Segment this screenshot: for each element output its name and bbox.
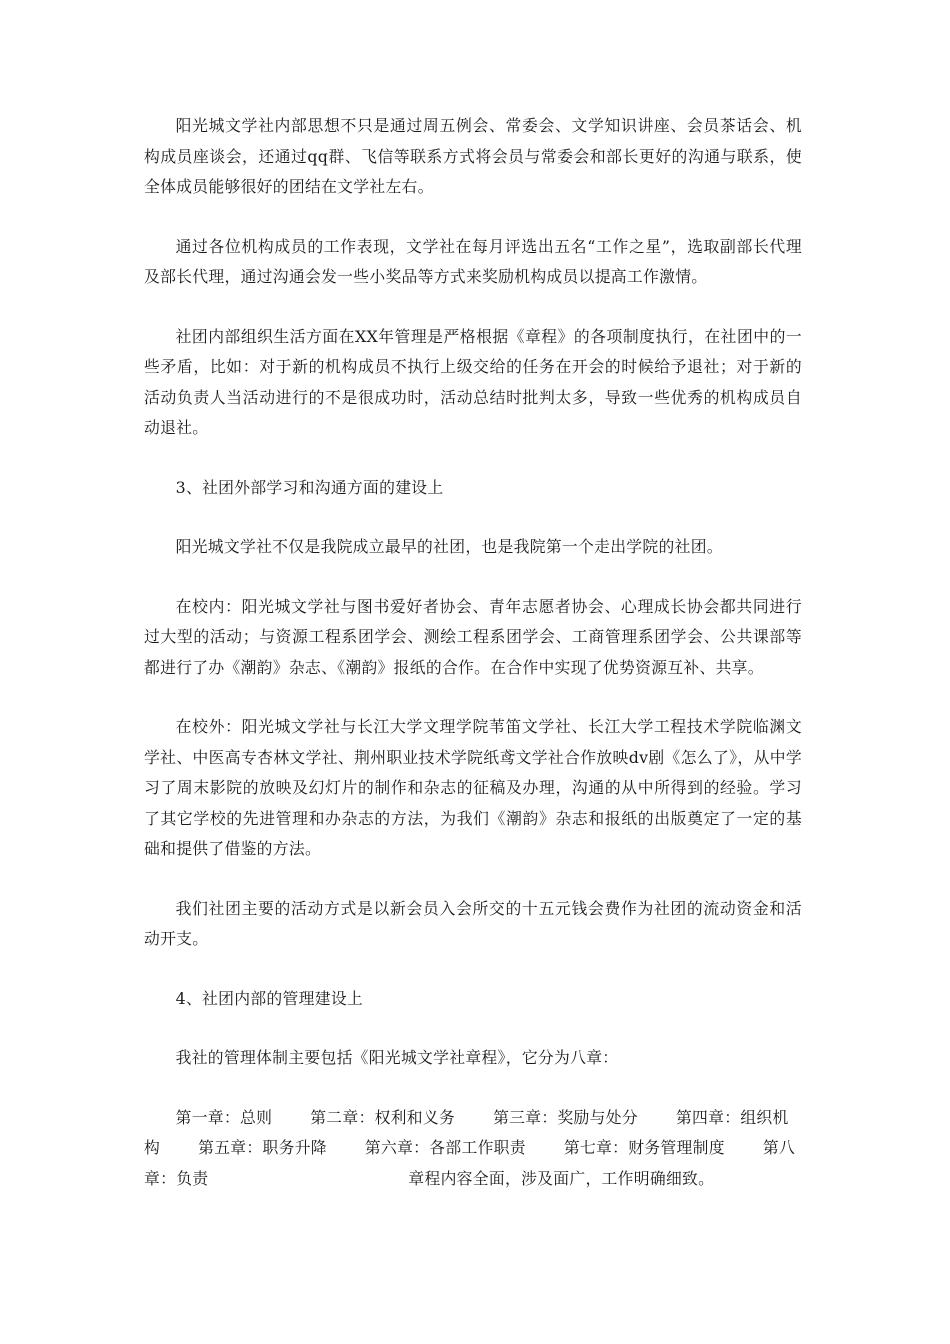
paragraph-internal-thinking: 阳光城文学社内部思想不只是通过周五例会、常委会、文学知识讲座、会员茶话会、机构成员座谈会，还通过qq群、飞信等联系方式将会员与常委会和部长更好的沟通与联系，使全体成员能够很好的团结在文学社左右。 bbox=[144, 116, 802, 196]
chapter-item: 第三章：奖励与处分 bbox=[493, 1107, 638, 1127]
paragraph-first-club: 阳光城文学社不仅是我院成立最早的社团，也是我院第一个走出学院的社团。 bbox=[175, 537, 723, 556]
chapter-item: 第七章：财务管理制度 bbox=[563, 1138, 725, 1157]
chapter-item: 第一章：总则 bbox=[175, 1107, 273, 1127]
paragraph-charter-intro: 我社的管理体制主要包括《阳光城文学社章程》，它分为八章： bbox=[175, 1048, 619, 1067]
chapter-item: 第二章：权利和义务 bbox=[310, 1107, 456, 1127]
chapter-item: 第四章：组织机构 bbox=[144, 1107, 789, 1157]
section-heading-internal-management: 4、社团内部的管理建设上 bbox=[175, 988, 364, 1008]
chapter-item: 第六章：各部工作职责 bbox=[364, 1138, 526, 1157]
paragraph-work-star: 通过各位机构成员的工作表现，文学社在每月评选出五名“工作之星”，选取副部长代理及部长代理，通过沟通会发一些小奖品等方式来奖励机构成员以提高工作激情。 bbox=[144, 236, 802, 286]
chapter-item: 第五章：职务升降 bbox=[198, 1138, 327, 1157]
paragraph-off-campus: 在校外：阳光城文学社与长江大学文理学院苇笛文学社、长江大学工程技术学院临渊文学社、中医高专杏林文学社、荆州职业技术学院纸鸢文学社合作放映dv剧《怎么了》，从中学习了周末影院的放映及幻灯片的制作和杂志的征稿及办理，沟通的从中所得到的经验。学习了其它学校的先进管理和办杂志的方法，为我们《潮韵》杂志和报纸的出版奠定了一定的基础和提供了借鉴的方法。 bbox=[144, 717, 802, 858]
paragraph-activity-funds: 我们社团主要的活动方式是以新会员入会所交的十五元钱会费作为社团的流动资金和活动开支。 bbox=[144, 898, 802, 948]
chapters-summary: 章程内容全面，涉及面广，工作明确细致。 bbox=[408, 1168, 715, 1188]
chapter-list bbox=[144, 1103, 802, 1195]
paragraph-on-campus: 在校内：阳光城文学社与图书爱好者协会、青年志愿者协会、心理成长协会都共同进行过大型的活动；与资源工程系团学会、测绘工程系团学会、工商管理系团学会、公共课部等都进行了办《潮韵》杂志、《潮韵》报纸的合作。在合作中实现了优势资源互补、共享。 bbox=[144, 596, 802, 677]
chapter-item: 第八章：负责 bbox=[144, 1138, 796, 1188]
section-heading-external-learning: 3、社团外部学习和沟通方面的建设上 bbox=[175, 477, 444, 497]
document-page bbox=[144, 111, 802, 1194]
paragraph-organization-life: 社团内部组织生活方面在XX年管理是严格根据《章程》的各项制度执行，在社团中的一些矛盾，比如：对于新的机构成员不执行上级交给的任务在开会的时候给予退社；对于新的活动负责人当活动进行的不是很成功时，活动总结时批判太多，导致一些优秀的机构成员自动退社。 bbox=[144, 326, 802, 437]
